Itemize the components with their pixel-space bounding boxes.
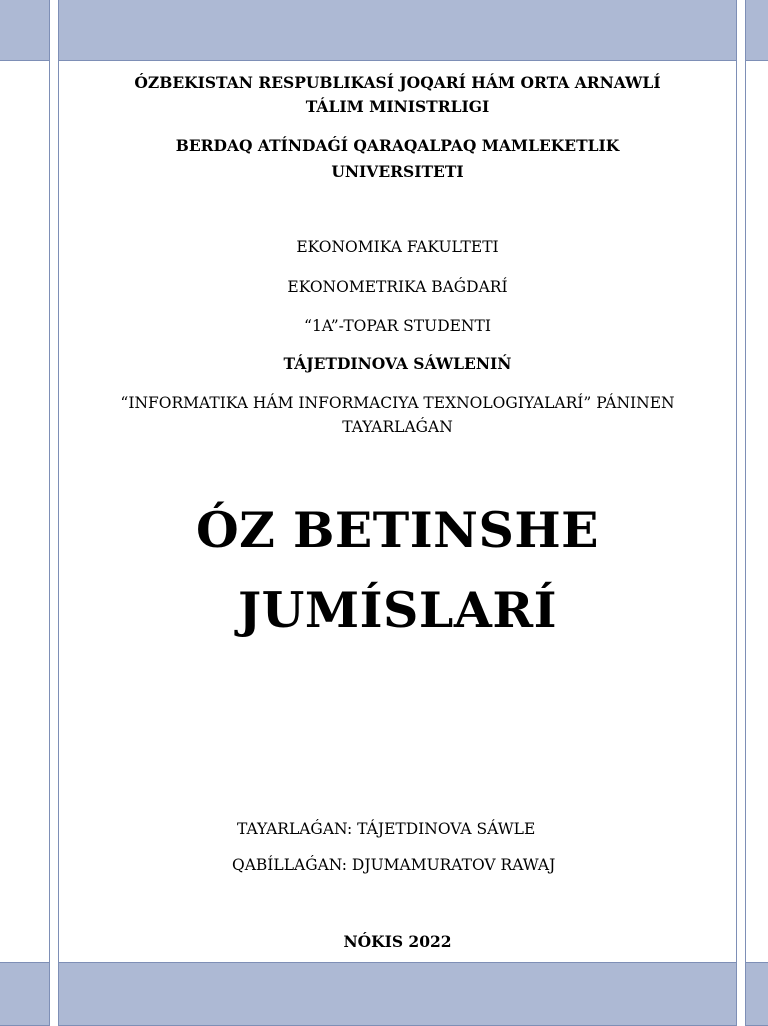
ministry-name-line2: TÁLIM MINISTRLIGI — [305, 97, 490, 116]
prepared-by: TAYARLAǴAN: TÁJETDINOVA SÁWLE — [237, 820, 536, 838]
frame-line-right-inner — [736, 0, 737, 1024]
group-name: “1A”-TOPAR STUDENTI — [304, 317, 491, 335]
frame-band-top-right — [745, 0, 768, 61]
university-name-line1: BERDAQ ATÍNDAǴÍ QARAQALPAQ MAMLEKETLIK — [175, 136, 620, 155]
document-title-line1: ÓZ BETINSHE — [196, 501, 599, 559]
ministry-name-line1: ÓZBEKISTAN RESPUBLIKASÍ JOQARÍ HÁM ORTA ARNAWLÍ — [134, 73, 661, 92]
direction-name: EKONOMETRIKA BAǴDARÍ — [287, 278, 508, 296]
frame-band-bottom-right — [745, 962, 768, 1026]
frame-line-right-outer — [745, 0, 746, 1024]
subject-line1: “INFORMATIKA HÁM INFORMACIYA TEXNOLOGIYALARÍ” PÁNINEN — [120, 394, 675, 412]
student-name: TÁJETDINOVA SÁWLENIŃ — [283, 354, 512, 373]
accepted-by: QABÍLLAǴAN: DJUMAMURATOV RAWAJ — [232, 856, 556, 874]
frame-band-top-left — [0, 0, 50, 61]
university-name-line2: UNIVERSITETI — [331, 162, 464, 181]
frame-band-bottom-left — [0, 962, 50, 1026]
document-title-line2: JUMÍSLARÍ — [237, 581, 558, 639]
city-year: NÓKIS 2022 — [343, 932, 452, 951]
subject-line2: TAYARLAǴAN — [342, 418, 453, 436]
faculty-name: EKONOMIKA FAKULTETI — [296, 238, 499, 256]
frame-line-left-outer — [49, 0, 50, 1024]
